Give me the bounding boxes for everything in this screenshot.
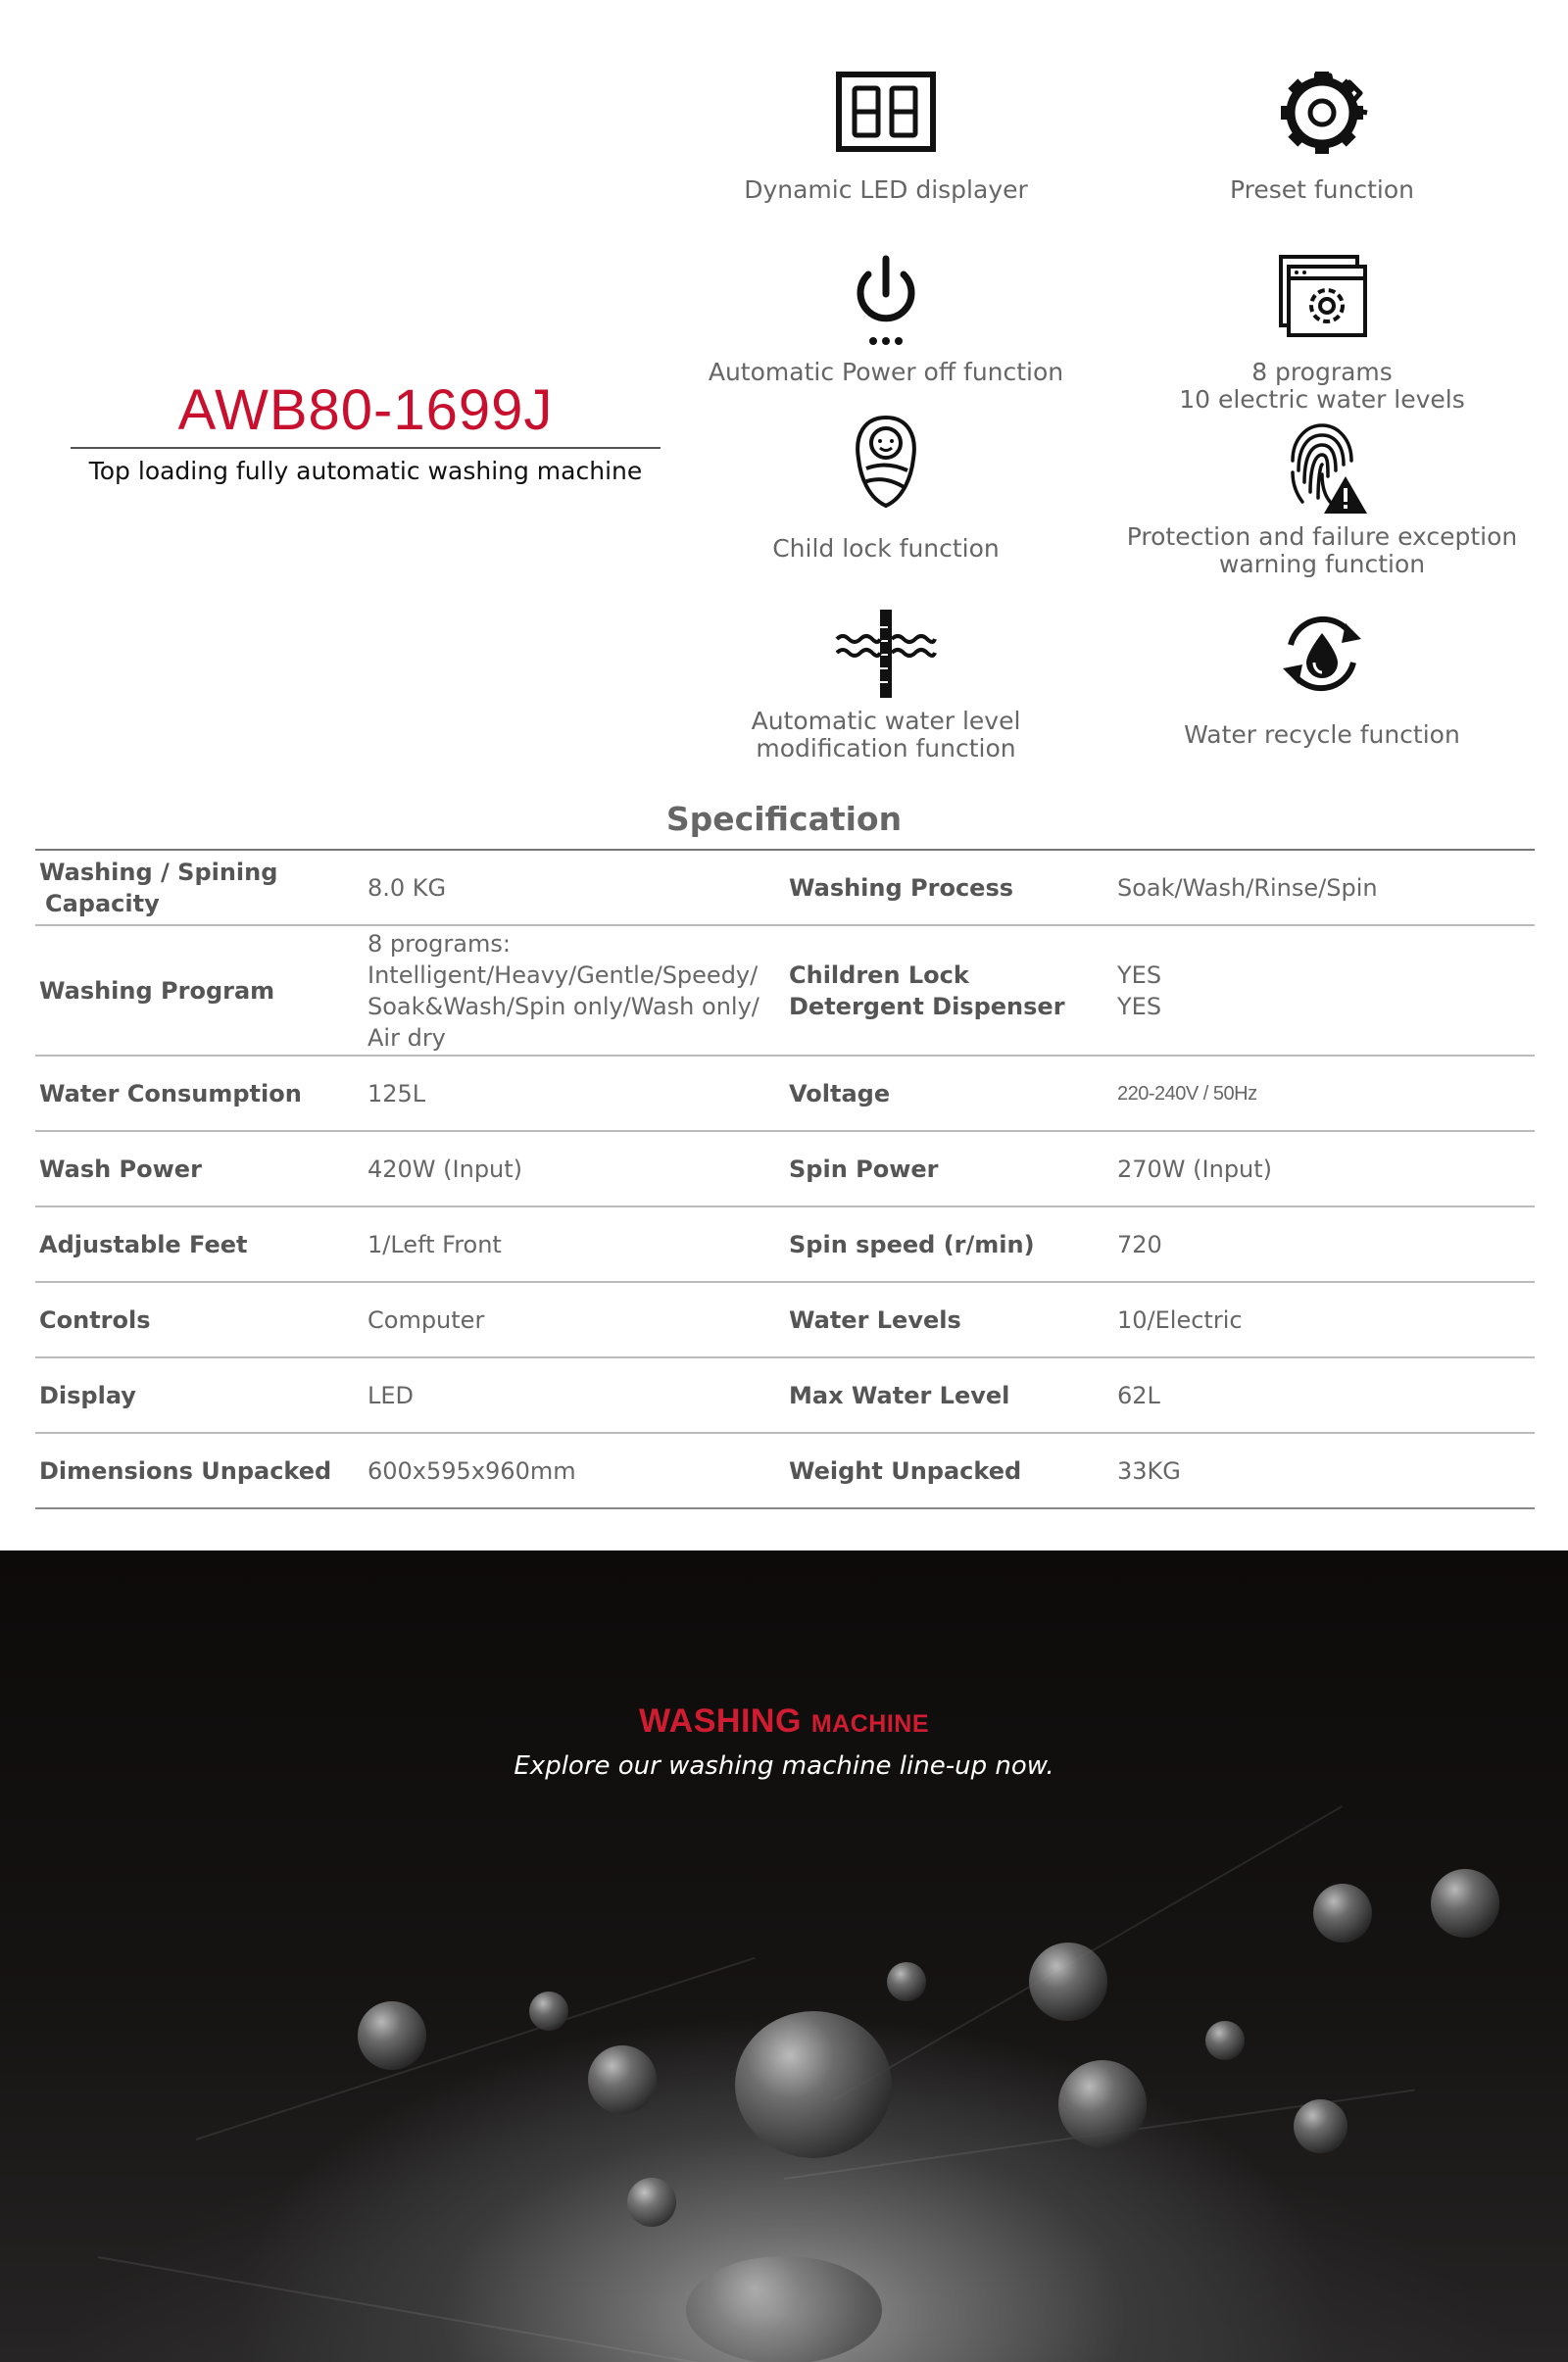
spec-value: 220-240V / 50Hz: [1117, 1082, 1257, 1105]
feature-label-line: warning function: [1218, 550, 1426, 578]
table-row: [35, 851, 1535, 926]
specification-table: [35, 849, 1535, 1509]
table-row: [35, 1057, 1535, 1132]
spec-label-line: Washing / Spining: [39, 858, 278, 886]
spec-label: Water Levels: [789, 1305, 961, 1334]
feature-label: Automatic Power off function: [708, 358, 1064, 386]
banner-title-main: WASHING: [638, 1702, 802, 1740]
spec-label: Spin speed (r/min): [789, 1230, 1035, 1258]
spec-value: 10/Electric: [1117, 1305, 1243, 1334]
spec-value-line: YES: [1117, 992, 1162, 1020]
feature-water-level: [661, 602, 1111, 763]
water-droplet: [358, 2001, 426, 2070]
spec-value-line: Air dry: [368, 1023, 446, 1052]
spec-label: Wash Power: [39, 1155, 202, 1183]
feature-label: [1097, 523, 1547, 578]
spec-value: 720: [1117, 1230, 1162, 1258]
model-subtitle: Top loading fully automatic washing machine: [88, 457, 643, 485]
feature-preset: [1097, 65, 1547, 204]
spec-value: 600x595x960mm: [368, 1456, 576, 1485]
spec-value-line: Intelligent/Heavy/Gentle/Speedy/: [368, 960, 759, 989]
spec-label-line: Capacity: [45, 889, 160, 917]
fingerprint-warning-icon: [1263, 412, 1381, 519]
model-divider: [71, 447, 661, 449]
water-droplet: [1431, 1869, 1499, 1938]
water-level-icon: [827, 602, 945, 710]
banner-title-small: MACHINE: [810, 1710, 930, 1738]
feature-label-line: 8 programs: [1251, 358, 1393, 386]
feature-label: Preset function: [1229, 175, 1415, 204]
table-row: [35, 1358, 1535, 1434]
program-settings-icon: [1263, 247, 1381, 355]
feature-led-display: [661, 65, 1111, 204]
water-droplet: [735, 2011, 892, 2158]
led-display-icon: [827, 65, 945, 172]
feature-label-line: 10 electric water levels: [1179, 385, 1465, 414]
feature-label-line: Protection and failure exception: [1126, 522, 1518, 551]
feature-label-line: Automatic water level: [751, 707, 1021, 735]
water-droplet: [1294, 2099, 1348, 2153]
table-row: [35, 1434, 1535, 1509]
spec-value: 125L: [368, 1079, 426, 1107]
spec-label: Spin Power: [789, 1155, 939, 1183]
feature-programs: [1097, 247, 1547, 414]
spec-label: Washing Process: [789, 873, 1014, 902]
spec-label: Display: [39, 1381, 136, 1409]
model-name: AWB80-1699J: [177, 378, 554, 442]
power-icon: [827, 247, 945, 355]
child-lock-icon: [827, 412, 945, 519]
spec-label: Washing Program: [39, 976, 275, 1005]
spec-label: Controls: [39, 1305, 151, 1334]
water-recycle-icon: [1263, 602, 1381, 710]
water-droplet: [1313, 1884, 1372, 1943]
feather-streak: [98, 2256, 774, 2362]
spec-value: 1/Left Front: [368, 1230, 502, 1258]
table-row: [35, 1207, 1535, 1283]
feature-label-line: modification function: [756, 734, 1016, 763]
spec-value: LED: [368, 1381, 415, 1409]
spec-label-line: Detergent Dispenser: [789, 992, 1065, 1020]
spec-value-line: YES: [1117, 960, 1162, 989]
washing-machine-banner[interactable]: [0, 1550, 1568, 2362]
banner-subtitle[interactable]: Explore our washing machine line-up now.: [514, 1751, 1054, 1781]
spec-label: [785, 960, 1113, 1022]
gear-icon: [1263, 65, 1381, 172]
spec-value: Soak/Wash/Rinse/Spin: [1117, 873, 1378, 902]
table-row: [35, 1132, 1535, 1207]
feature-label: Dynamic LED displayer: [744, 175, 1028, 204]
model-block: [71, 378, 661, 485]
spec-value: 8.0 KG: [368, 873, 447, 902]
spec-label: Max Water Level: [789, 1381, 1010, 1409]
spec-label: Water Consumption: [39, 1079, 302, 1107]
feature-protection-warning: [1097, 412, 1547, 578]
spec-label: Weight Unpacked: [789, 1456, 1022, 1485]
water-droplet: [588, 2045, 657, 2114]
spec-label: Dimensions Unpacked: [39, 1456, 332, 1485]
spec-label: Voltage: [789, 1079, 891, 1107]
feature-label: [1097, 359, 1547, 414]
water-droplet: [529, 1992, 568, 2031]
water-droplet: [686, 2256, 882, 2362]
spec-label-line: Children Lock: [789, 960, 969, 989]
spec-value-line: Soak&Wash/Spin only/Wash only/: [368, 992, 760, 1020]
spec-label: [35, 857, 364, 919]
feature-label: Water recycle function: [1184, 720, 1460, 749]
spec-value: 420W (Input): [368, 1155, 523, 1183]
spec-value: 270W (Input): [1117, 1155, 1273, 1183]
feature-child-lock: [661, 412, 1111, 563]
table-row: [35, 926, 1535, 1057]
water-droplet: [627, 2178, 676, 2227]
spec-value: [364, 928, 785, 1054]
table-row: [35, 1283, 1535, 1358]
feature-label: Child lock function: [772, 534, 1000, 563]
banner-title: [0, 1702, 1568, 1741]
feature-power-off: [661, 247, 1111, 386]
feather-streak: [196, 1957, 756, 2141]
water-droplet: [1058, 2060, 1147, 2148]
spec-value: 33KG: [1117, 1456, 1181, 1485]
water-droplet: [1029, 1943, 1107, 2021]
feature-water-recycle: [1097, 602, 1547, 749]
specification-title: Specification: [665, 800, 903, 838]
spec-value: [1113, 960, 1535, 1022]
feature-label: [661, 708, 1111, 763]
spec-value-line: 8 programs:: [368, 929, 511, 958]
spec-value: Computer: [368, 1305, 485, 1334]
spec-label: Adjustable Feet: [39, 1230, 248, 1258]
spec-value: 62L: [1117, 1381, 1160, 1409]
water-droplet: [887, 1962, 926, 2001]
water-droplet: [1205, 2021, 1245, 2060]
